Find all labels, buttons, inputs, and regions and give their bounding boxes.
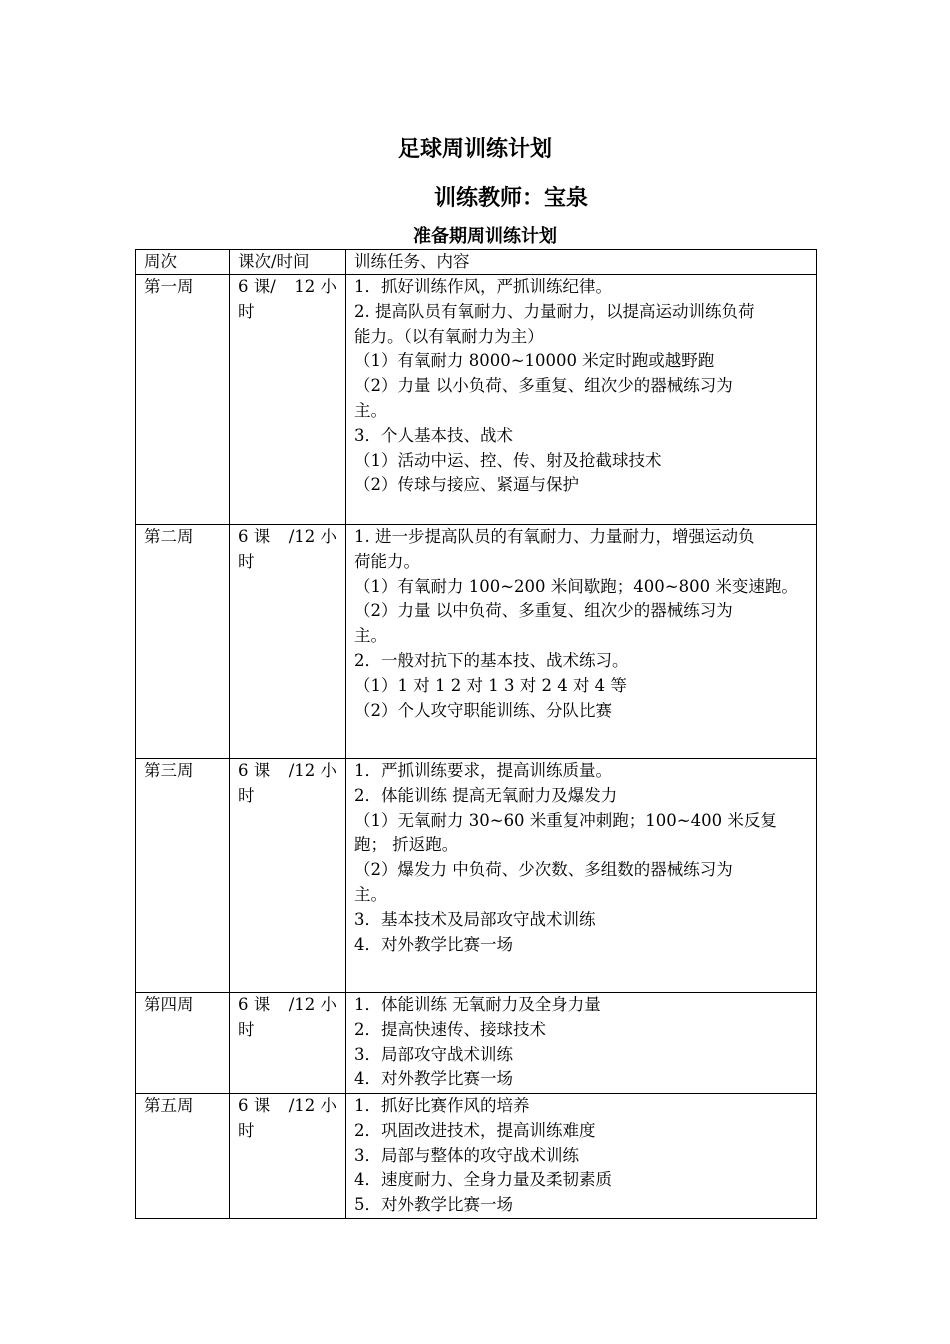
content-cell [346,759,817,993]
teacher-line: 训练教师：宝泉 [434,186,589,211]
lesson-cell [230,275,346,525]
lesson-part: 12 小 [294,277,337,296]
lesson-part: 6 课 [238,995,271,1014]
content-line: （1）活动中运、控、传、射及抢截球技术 [354,450,662,470]
lesson-part: /12 小 [288,761,337,780]
content-line: 3．局部攻守战术训练 [354,1044,513,1064]
content-line: 荷能力。 [354,551,420,571]
content-line: 2．提高快速传、接球技术 [354,1019,546,1039]
content-line: 主。 [354,400,387,420]
week-cell: 第一周 [136,275,230,525]
lesson-part: /12 小 [288,527,337,546]
training-plan-table [135,249,817,1219]
table-row [136,759,817,993]
content-line: （2）爆发力 中负荷、少次数、多组数的器械练习为 [354,860,733,880]
content-line: 3．局部与整体的攻守战术训练 [354,1145,579,1165]
content-line: 4．对外教学比赛一场 [354,934,513,954]
header-week: 周次 [136,250,230,275]
content-cell [346,275,817,525]
header-task: 训练任务、内容 [346,250,817,275]
table-header-row [136,250,817,275]
content-line: 5．对外教学比赛一场 [354,1195,513,1215]
table-row [136,275,817,525]
content-line: 1．严抓训练要求，提高训练质量。 [354,761,612,780]
content-line: 2．巩固改进技术，提高训练难度 [354,1120,596,1140]
header-lesson: 课次/时间 [230,250,346,275]
week-cell: 第三周 [136,759,230,993]
lesson-part: 6 课 [238,761,271,780]
content-cell [346,1094,817,1219]
content-line: （1）1 对 1 2 对 1 3 对 2 4 对 4 等 [354,675,627,695]
content-line: 主。 [354,884,387,904]
lesson-part: 时 [238,551,255,571]
week-cell: 第四周 [136,993,230,1094]
lesson-cell [230,993,346,1094]
content-line: （2）个人攻守职能训练、分队比赛 [354,700,612,720]
lesson-part: /12 小 [288,1096,337,1115]
lesson-part: /12 小 [288,995,337,1014]
content-cell [346,993,817,1094]
table-row [136,1094,817,1219]
content-line: 能力。（以有氧耐力为主） [354,326,544,346]
content-line: （1）有氧耐力 8000~10000 米定时跑或越野跑 [354,351,715,371]
content-line: 2．一般对抗下的基本技、战术练习。 [354,650,629,670]
week-cell: 第二周 [136,525,230,759]
lesson-cell [230,759,346,993]
content-line: 4．速度耐力、全身力量及柔韧素质 [354,1170,612,1190]
table-title: 准备期周训练计划 [413,226,557,247]
content-cell [346,525,817,759]
content-line: （1）无氧耐力 30~60 米重复冲刺跑；100~400 米反复 [354,810,777,830]
content-line: 4．对外教学比赛一场 [354,1069,513,1089]
lesson-part: 6 课 [238,1096,271,1115]
content-line: 跑； 折返跑。 [354,835,459,855]
table-row [136,993,817,1094]
content-line: 1．抓好训练作风，严抓训练纪律。 [354,277,612,296]
table-row [136,525,817,759]
content-line: 主。 [354,626,387,646]
content-line: （2）力量 以中负荷、多重复、组次少的器械练习为 [354,601,733,621]
content-line: 3．基本技术及局部攻守战术训练 [354,909,596,929]
lesson-part: 时 [238,785,255,805]
lesson-part: 6 课/ [238,277,276,296]
lesson-part: 6 课 [238,527,271,546]
lesson-cell [230,525,346,759]
lesson-part: 时 [238,301,255,321]
content-line: （1）有氧耐力 100~200 米间歇跑；400~800 米变速跑。 [354,576,798,596]
lesson-part: 时 [238,1019,255,1039]
content-line: （2）力量 以小负荷、多重复、组次少的器械练习为 [354,376,733,396]
content-line: 1．体能训练 无氧耐力及全身力量 [354,995,601,1014]
week-cell: 第五周 [136,1094,230,1219]
content-line: 2. 提高队员有氧耐力、力量耐力，以提高运动训练负荷 [354,301,755,321]
lesson-cell [230,1094,346,1219]
content-line: 1．抓好比赛作风的培养 [354,1096,530,1115]
content-line: 1. 进一步提高队员的有氧耐力、力量耐力，增强运动负 [354,527,755,546]
content-line: 2．体能训练 提高无氧耐力及爆发力 [354,785,618,805]
lesson-part: 时 [238,1120,255,1140]
content-line: 3．个人基本技、战术 [354,425,513,445]
content-line: （2）传球与接应、紧逼与保护 [354,475,579,495]
document-title: 足球周训练计划 [397,137,552,162]
